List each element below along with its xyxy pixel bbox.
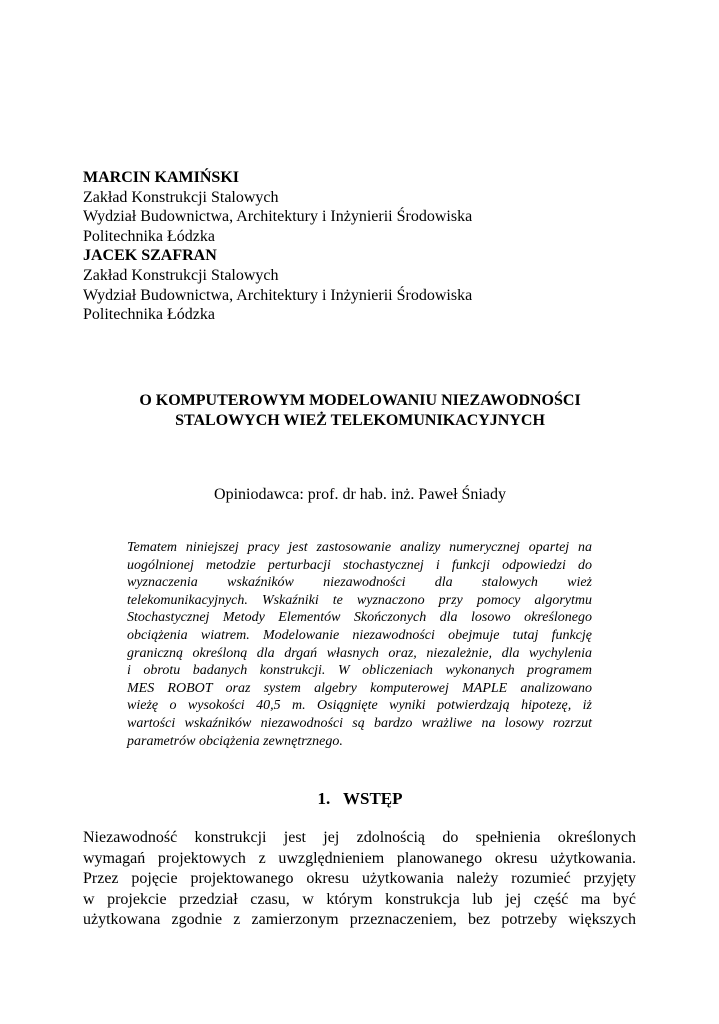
- section-number: 1.: [317, 789, 331, 808]
- abstract-line: MES ROBOT oraz system algebry komputerowej MAPLE analizowano: [127, 680, 592, 696]
- paper-title: [60, 391, 660, 431]
- body-line: użytkowana zgodnie z zamierzonym przeznaczeniem, bez potrzeby większych: [83, 911, 636, 928]
- body-line: Przez pojęcie projektowanego okresu użytkowania należy rozumieć przyjęty: [83, 870, 636, 887]
- section-heading: [60, 789, 660, 809]
- abstract-line: Tematem niniejszej pracy jest zastosowanie analizy numerycznej opartej na: [127, 540, 592, 555]
- abstract-line: graniczną określoną dla drgań własnych oraz, niezależnie, dla wychylenia: [127, 645, 592, 661]
- body-paragraph: [83, 828, 636, 931]
- author-affiliation-line: Zakład Konstrukcji Stalowych: [83, 188, 279, 206]
- section-title: WSTĘP: [342, 789, 403, 808]
- author-name: MARCIN KAMIŃSKI: [83, 169, 239, 186]
- abstract-line: telekomunikacyjnych. Wskaźniki te wyznaczono przy pomocy algorytmu: [127, 592, 592, 608]
- author-block: [83, 168, 643, 325]
- author-affiliation-line: Zakład Konstrukcji Stalowych: [83, 266, 279, 284]
- abstract-line: wieżę o wysokości 40,5 m. Osiągnięte wyniki potwierdzają hipotezę, iż: [127, 698, 592, 714]
- body-line: Niezawodność konstrukcji jest jej zdolnością do spełnienia określonych: [83, 829, 636, 846]
- abstract-line: uogólnionej metodzie perturbacji stochastycznej i funkcji odpowiedzi do: [127, 557, 592, 573]
- abstract-line: Stochastycznej Metody Elementów Skończonych dla losowo określonego: [127, 610, 592, 626]
- body-line: w projekcie przedział czasu, w którym konstrukcja lub jej część ma być: [83, 890, 636, 908]
- abstract-line: parametrów obciążenia zewnętrznego.: [127, 733, 343, 749]
- abstract: [127, 539, 592, 750]
- abstract-line: i obrotu badanych konstrukcji. W obliczeniach wykonanych programem: [127, 663, 592, 679]
- body-line: wymagań projektowych z uwzględnieniem planowanego okresu użytkowania.: [83, 849, 636, 867]
- author-affiliation-line: Politechnika Łódzka: [83, 306, 215, 324]
- abstract-line: wartości wskaźników niezawodności są bardzo wrażliwe na losowy rozrzut: [127, 715, 592, 731]
- abstract-line: wyznaczenia wskaźników niezawodności dla stalowych wież: [127, 575, 592, 591]
- abstract-line: obciążenia wiatrem. Modelowanie niezawodności obejmuje tutaj funkcję: [127, 627, 592, 643]
- paper-title-line: STALOWYCH WIEŻ TELEKOMUNIKACYJNYCH: [175, 412, 545, 429]
- reviewer-line: Opiniodawca: prof. dr hab. inż. Paweł Śniady: [214, 486, 506, 503]
- author-affiliation-line: Wydział Budownictwa, Architektury i Inżynierii Środowiska: [83, 286, 473, 304]
- author-affiliation-line: Wydział Budownictwa, Architektury i Inżynierii Środowiska: [83, 208, 473, 226]
- author-affiliation-line: Politechnika Łódzka: [83, 227, 215, 245]
- paper-title-line: O KOMPUTEROWYM MODELOWANIU NIEZAWODNOŚCI: [139, 392, 581, 409]
- author-name: JACEK SZAFRAN: [83, 247, 217, 265]
